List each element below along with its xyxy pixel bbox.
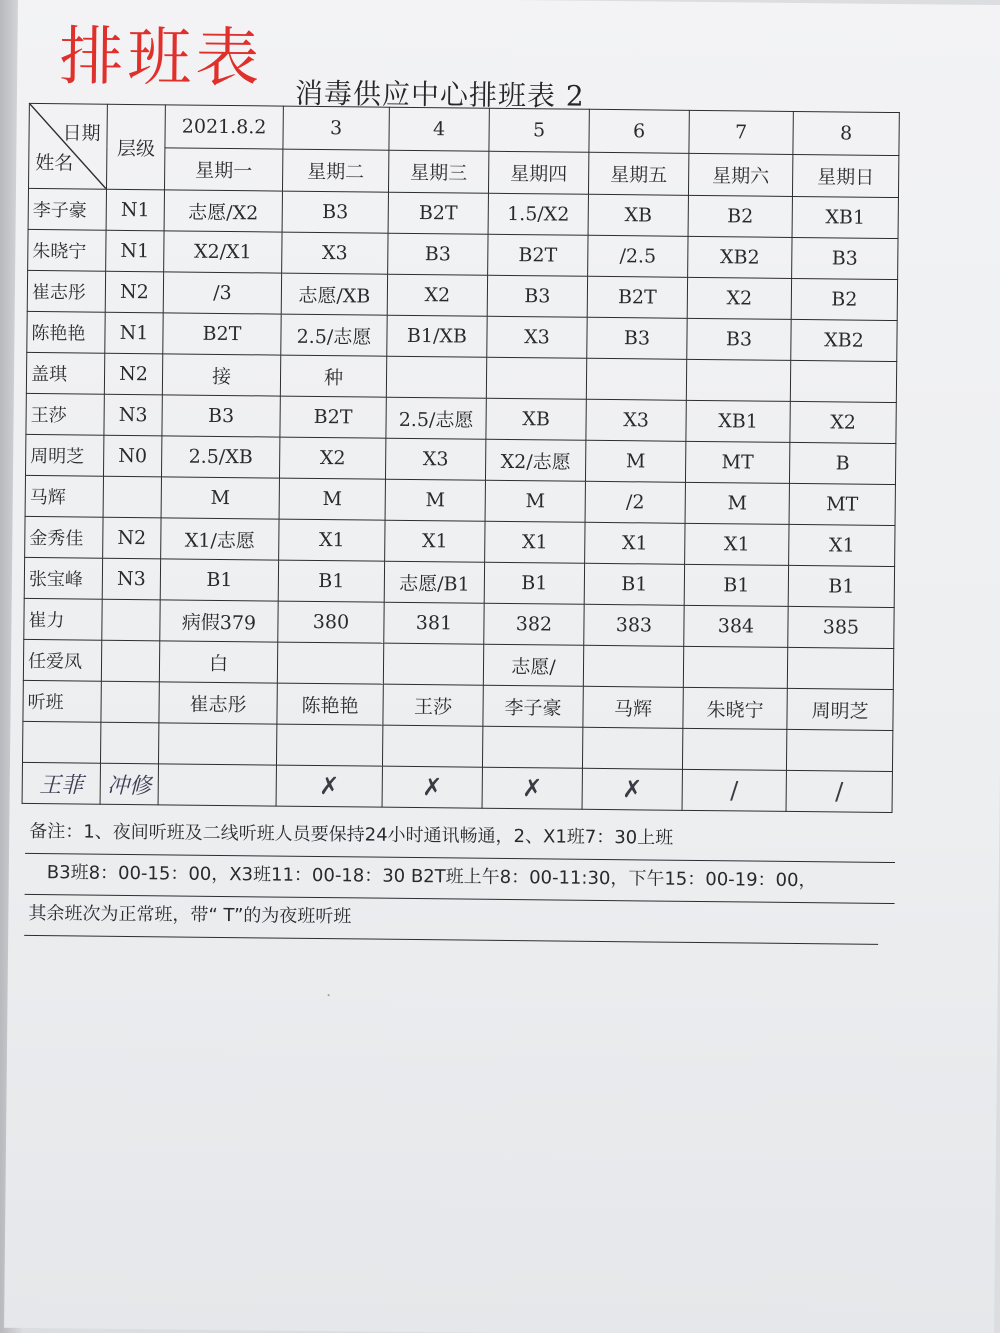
staff-name: 听班 bbox=[23, 680, 101, 722]
shift-cell: 李子豪 bbox=[483, 685, 583, 727]
shift-cell: XB2 bbox=[791, 319, 897, 361]
header-row-dates bbox=[29, 103, 899, 155]
shift-cell: B3 bbox=[687, 318, 791, 360]
shift-cell: 王莎 bbox=[383, 684, 483, 726]
shift-cell: B3 bbox=[282, 191, 388, 233]
shift-cell bbox=[276, 724, 382, 766]
weekday-header-0: 星期一 bbox=[164, 147, 282, 191]
shift-cell bbox=[790, 360, 896, 402]
shift-cell bbox=[482, 726, 582, 768]
shift-cell: 380 bbox=[278, 601, 384, 643]
date-header-4: 6 bbox=[589, 109, 689, 153]
shift-cell: 种 bbox=[280, 355, 386, 397]
shift-cell: X1 bbox=[279, 519, 385, 561]
staff-level: N2 bbox=[104, 353, 162, 395]
staff-name: 马辉 bbox=[25, 475, 103, 517]
shift-cell: 383 bbox=[584, 604, 684, 646]
shift-cell: B2T bbox=[163, 313, 281, 355]
signature-name: 王菲 bbox=[22, 762, 100, 804]
header-corner-cell bbox=[29, 103, 108, 189]
shift-cell bbox=[686, 359, 790, 401]
schedule-table-wrapper bbox=[22, 103, 899, 813]
shift-cell: X1/志愿 bbox=[161, 518, 279, 560]
shift-cell: B1 bbox=[278, 560, 384, 602]
date-header-2: 4 bbox=[389, 107, 489, 151]
staff-level: N2 bbox=[105, 271, 163, 313]
shift-cell: /3 bbox=[163, 272, 281, 314]
schedule-table bbox=[22, 103, 900, 813]
shift-cell: B2 bbox=[791, 278, 897, 320]
weekday-header-4: 星期五 bbox=[588, 152, 688, 196]
staff-name bbox=[22, 721, 100, 763]
staff-level bbox=[102, 599, 160, 641]
document-title: 消毒供应中心排班表 2 bbox=[294, 76, 585, 113]
shift-cell: B1 bbox=[160, 559, 278, 601]
shift-cell: B1 bbox=[484, 562, 584, 604]
weekday-header-2: 星期三 bbox=[388, 150, 488, 194]
shift-cell: M bbox=[385, 479, 485, 521]
shift-cell: B2 bbox=[688, 195, 792, 237]
shift-cell: 2.5/志愿 bbox=[386, 397, 486, 439]
shift-cell: 周明芝 bbox=[787, 688, 893, 730]
shift-cell: XB bbox=[486, 398, 586, 440]
shift-cell: B3 bbox=[388, 233, 488, 275]
shift-cell: 志愿/B1 bbox=[384, 561, 484, 603]
shift-cell: MT bbox=[685, 441, 789, 483]
staff-level: N1 bbox=[105, 312, 163, 354]
shift-cell: X2 bbox=[687, 277, 791, 319]
shift-cell: 志愿/ bbox=[483, 644, 583, 686]
shift-cell: XB1 bbox=[686, 400, 790, 442]
shift-cell: 志愿/XB bbox=[281, 273, 387, 315]
staff-name: 崔力 bbox=[24, 598, 102, 640]
shift-cell: B1 bbox=[684, 564, 788, 606]
shift-cell: 2.5/志愿 bbox=[281, 314, 387, 356]
name-label: 姓名 bbox=[35, 152, 74, 175]
shift-cell: 朱晓宁 bbox=[683, 687, 787, 729]
shift-cell bbox=[787, 647, 893, 689]
shift-cell: 崔志彤 bbox=[159, 682, 277, 724]
shift-cell: B1 bbox=[584, 563, 684, 605]
check-mark-cell: / bbox=[682, 769, 786, 811]
staff-level: N3 bbox=[102, 558, 160, 600]
shift-cell bbox=[486, 357, 586, 399]
signature-mark: 冲修 bbox=[100, 763, 158, 805]
shift-cell: B1 bbox=[788, 565, 894, 607]
note-line-2: B3班8：00-15：00，X3班11：00-18：30 B2T班上午8：00-11:30，下午15：00-19：00， bbox=[25, 854, 895, 904]
shift-cell bbox=[583, 645, 683, 687]
staff-name: 王莎 bbox=[26, 393, 104, 435]
check-mark-cell bbox=[158, 764, 276, 806]
shift-cell: X1 bbox=[685, 523, 789, 565]
shift-cell: XB2 bbox=[688, 236, 792, 278]
shift-cell: 马辉 bbox=[583, 686, 683, 728]
shift-cell: XB bbox=[588, 194, 688, 236]
staff-level: N2 bbox=[103, 517, 161, 559]
shift-cell: X3 bbox=[385, 438, 485, 480]
staff-level: N1 bbox=[106, 189, 164, 231]
shift-cell: 2.5/XB bbox=[161, 436, 279, 478]
shift-cell: X2/X1 bbox=[164, 231, 282, 273]
shift-cell: 病假379 bbox=[160, 600, 278, 642]
shift-cell: 381 bbox=[384, 602, 484, 644]
staff-level: N3 bbox=[104, 394, 162, 436]
shift-cell bbox=[386, 356, 486, 398]
shift-cell: 382 bbox=[484, 603, 584, 645]
shift-cell: X3 bbox=[586, 399, 686, 441]
staff-name: 崔志彤 bbox=[27, 270, 105, 312]
staff-level bbox=[103, 476, 161, 518]
shift-cell: B2T bbox=[280, 396, 386, 438]
weekday-header-3: 星期四 bbox=[488, 151, 588, 195]
shift-cell: X2 bbox=[279, 437, 385, 479]
staff-name: 朱晓宁 bbox=[28, 229, 106, 271]
diagonal-line bbox=[29, 104, 107, 189]
staff-name: 盖琪 bbox=[26, 352, 104, 394]
check-mark-cell: ✗ bbox=[276, 765, 382, 807]
shift-cell: 陈艳艳 bbox=[277, 683, 383, 725]
staff-name: 金秀佳 bbox=[25, 516, 103, 558]
shift-cell bbox=[383, 643, 483, 685]
shift-cell: X3 bbox=[487, 316, 587, 358]
signature-row bbox=[22, 762, 892, 812]
check-mark-cell: ✗ bbox=[482, 767, 582, 809]
shift-cell bbox=[158, 723, 276, 765]
check-mark-cell: / bbox=[786, 770, 892, 812]
staff-name: 李子豪 bbox=[28, 188, 106, 230]
shift-cell: M bbox=[485, 480, 585, 522]
shift-cell: 1.5/X2 bbox=[488, 193, 588, 235]
shift-cell: B3 bbox=[792, 237, 898, 279]
weekday-header-1: 星期二 bbox=[282, 149, 388, 193]
check-mark-cell: ✗ bbox=[582, 768, 682, 810]
paper-speck bbox=[328, 994, 330, 996]
note-line-3: 其余班次为正常班，带“ T”的为夜班听班 bbox=[24, 895, 878, 945]
shift-cell: XB1 bbox=[792, 196, 898, 238]
schedule-sheet bbox=[4, 0, 1000, 1333]
staff-name: 任爱凤 bbox=[23, 639, 101, 681]
check-mark-cell: ✗ bbox=[382, 766, 482, 808]
date-header-0: 2021.8.2 bbox=[165, 105, 283, 149]
shift-cell: X1 bbox=[485, 521, 585, 563]
shift-cell: M bbox=[585, 440, 685, 482]
staff-level bbox=[100, 722, 158, 764]
staff-name: 陈艳艳 bbox=[27, 311, 105, 353]
shift-cell: B3 bbox=[487, 275, 587, 317]
shift-cell: /2 bbox=[585, 481, 685, 523]
staff-level bbox=[101, 681, 159, 723]
shift-cell: X1 bbox=[385, 520, 485, 562]
shift-cell bbox=[582, 727, 682, 769]
shift-cell: X1 bbox=[585, 522, 685, 564]
notes-section bbox=[24, 813, 895, 945]
shift-cell: B2T bbox=[388, 192, 488, 234]
shift-cell: 接 bbox=[162, 354, 280, 396]
shift-cell: 385 bbox=[788, 606, 894, 648]
shift-cell: B3 bbox=[162, 395, 280, 437]
shift-cell bbox=[586, 358, 686, 400]
shift-cell bbox=[683, 646, 787, 688]
shift-cell: X1 bbox=[789, 524, 895, 566]
shift-cell: B3 bbox=[587, 317, 687, 359]
staff-name: 周明芝 bbox=[25, 434, 103, 476]
shift-cell: MT bbox=[789, 483, 895, 525]
shift-cell bbox=[382, 725, 482, 767]
date-header-6: 8 bbox=[793, 111, 899, 155]
shift-cell: 志愿/X2 bbox=[164, 190, 282, 232]
date-header-5: 7 bbox=[689, 110, 793, 154]
shift-cell: M bbox=[279, 478, 385, 520]
shift-cell: M bbox=[685, 482, 789, 524]
note-line-1: 备注：1、夜间听班及二线听班人员要保持24小时通讯畅通，2、X1班7：30上班 bbox=[25, 813, 895, 863]
staff-level: N0 bbox=[103, 435, 161, 477]
shift-cell: B2T bbox=[488, 234, 588, 276]
weekday-header-6: 星期日 bbox=[792, 154, 898, 198]
shift-cell: 白 bbox=[159, 641, 277, 683]
staff-name: 张宝峰 bbox=[24, 557, 102, 599]
shift-cell: X2 bbox=[387, 274, 487, 316]
shift-cell bbox=[682, 728, 786, 770]
date-label: 日期 bbox=[62, 122, 101, 145]
shift-cell: M bbox=[161, 477, 279, 519]
shift-cell: X3 bbox=[282, 232, 388, 274]
weekday-header-5: 星期六 bbox=[688, 153, 792, 197]
shift-cell: X2/志愿 bbox=[485, 439, 585, 481]
staff-level bbox=[101, 640, 159, 682]
shift-cell bbox=[786, 729, 892, 771]
shift-cell: /2.5 bbox=[588, 235, 688, 277]
shift-cell bbox=[277, 642, 383, 684]
shift-cell: 384 bbox=[684, 605, 788, 647]
handwritten-title: 排班表 bbox=[58, 20, 264, 97]
staff-level: N1 bbox=[106, 230, 164, 272]
shift-cell: B bbox=[789, 442, 895, 484]
shift-cell: B2T bbox=[587, 276, 687, 318]
date-header-3: 5 bbox=[489, 108, 589, 152]
shift-cell: B1/XB bbox=[387, 315, 487, 357]
date-header-1: 3 bbox=[283, 106, 389, 150]
shift-cell: X2 bbox=[790, 401, 896, 443]
level-header: 层级 bbox=[106, 104, 165, 190]
